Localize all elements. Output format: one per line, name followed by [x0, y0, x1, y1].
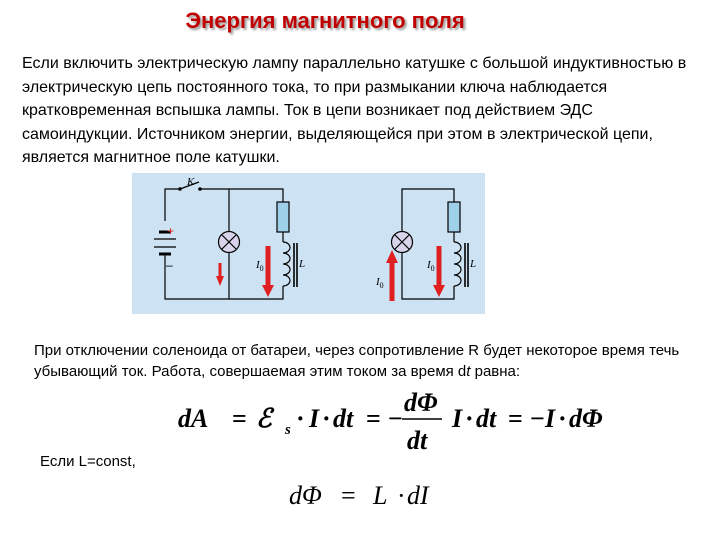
current-label: $I_0$ [427, 259, 435, 273]
current-label: $I_0$ [376, 276, 384, 290]
formula-dI: dI [407, 481, 429, 510]
formula-emf-sub: s [285, 422, 291, 438]
inductor-label: L [299, 258, 306, 270]
key-label: K [187, 176, 195, 188]
work-t: t [466, 363, 471, 380]
diagram-background [132, 173, 485, 314]
formula-eq: = [366, 404, 381, 433]
formula-emf: ℰ [256, 404, 272, 433]
formula-minus: − [530, 404, 545, 433]
formula-I: I [452, 404, 463, 433]
formula-dt: dt [476, 404, 497, 433]
formula-minus: − [388, 404, 403, 433]
condition-text: Если L=const, [40, 453, 136, 470]
page-title: Энергия магнитного поля [185, 8, 465, 33]
formula-dA: dA [178, 404, 209, 433]
formula-I: I [309, 404, 320, 433]
formula-dot: · [465, 404, 474, 433]
minus-sign: – [166, 258, 173, 272]
work-text: При отключении соленоида от батареи, через сопротивление R будет некоторое время течь убывающий ток. Работа, совершаемая этим током за время d [34, 342, 680, 380]
switch-contact [198, 187, 202, 191]
formula-dt: dt [333, 404, 354, 433]
circuit-diagram [132, 173, 485, 314]
formula-dot: · [296, 404, 305, 433]
formula-frac-den: dt [407, 426, 428, 455]
formula-eq: = [341, 481, 356, 510]
work-tail: равна: [470, 363, 521, 380]
flux-formula [285, 470, 475, 520]
formula-eq: = [508, 404, 523, 433]
work-paragraph [34, 340, 704, 382]
formula-dot: · [322, 404, 331, 433]
switch-contact [178, 187, 182, 191]
intro-paragraph: Если включить электрическую лампу параллельно катушке с большой индуктивностью в электрическую цепь постоянного тока, то при размыкании ключа наблюдается кратковременная вспышка лампы. Ток в цепи возникает под действием ЭДС самоиндукции. Источником энергии, выделяющейся при этом в электрической цепи, является магнитное поле катушки. [22, 55, 687, 166]
resistor [277, 202, 289, 232]
formula-dot: · [397, 481, 406, 510]
resistor [448, 202, 460, 232]
formula-dot: · [558, 404, 567, 433]
formula-frac-num: dΦ [404, 388, 438, 417]
lamp [392, 232, 413, 253]
formula-dPhi: dΦ [289, 481, 322, 510]
inductor-label: L [470, 258, 477, 270]
formula-dPhi: dΦ [569, 404, 603, 433]
current-label: $I_0$ [256, 259, 264, 273]
work-formula [170, 381, 610, 459]
lamp [219, 232, 240, 253]
plus-sign: + [167, 224, 175, 238]
formula-eq: = [232, 404, 247, 433]
formula-L: L [373, 481, 388, 510]
formula-I: I [545, 404, 556, 433]
